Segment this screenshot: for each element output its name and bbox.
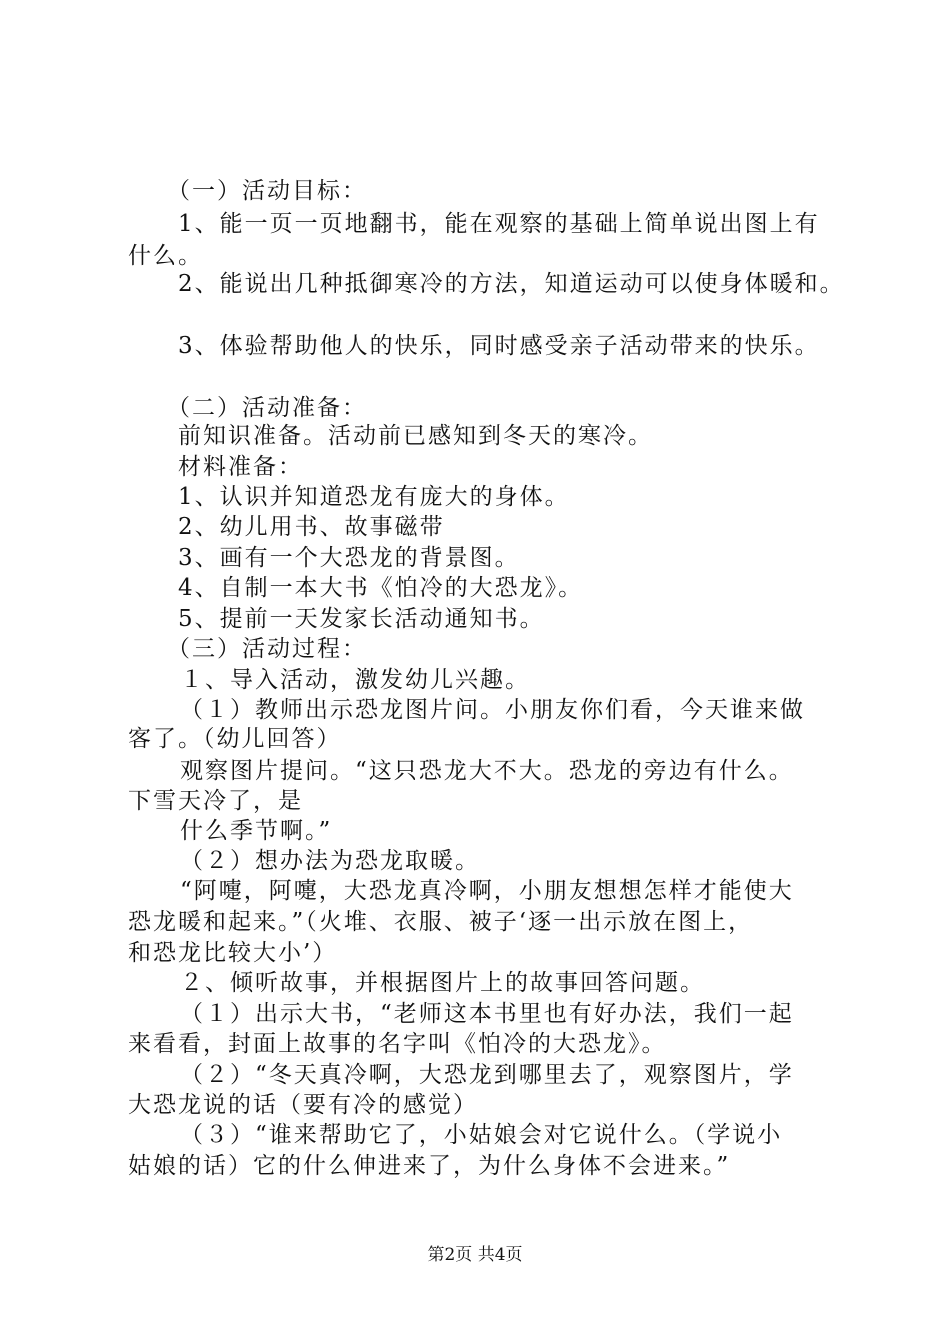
step-1-2: （２）想办法为恐龙取暖。 (180, 848, 480, 874)
step-1-1-line-1: （１）教师出示恐龙图片问。小朋友你们看，今天谁来做 (180, 697, 805, 723)
section-heading-goals: （一）活动目标： (167, 178, 367, 204)
prep-knowledge: 前知识准备。活动前已感知到冬天的寒冷。 (178, 423, 653, 449)
observe-question-line-2: 下雪天冷了，是 (128, 788, 303, 814)
material-3: 3、画有一个大恐龙的背景图。 (178, 545, 520, 571)
achoo-line-2: 恐龙暖和起来。”（火堆、衣服、被子‘逐一出示放在图上， (128, 909, 754, 935)
prep-materials-heading: 材料准备： (178, 454, 303, 480)
step-2-1-line-2: 来看看，封面上故事的名字叫《怕冷的大恐龙》。 (128, 1031, 667, 1057)
goal-3: 3、体验帮助他人的快乐，同时感受亲子活动带来的快乐。 (178, 333, 820, 359)
observe-question-line-3: 什么季节啊。” (180, 818, 333, 844)
step-1-1-line-2: 客了。（幼儿回答） (128, 726, 342, 752)
material-4: 4、自制一本大书《怕冷的大恐龙》。 (178, 575, 584, 601)
page-number-footer: 第2页 共4页 (427, 1245, 523, 1265)
material-2: 2、幼儿用书、故事磁带 (178, 514, 445, 540)
goal-1-line-2: 什么。 (128, 243, 203, 269)
achoo-line-3: 和恐龙比较大小’） (128, 940, 338, 966)
goal-1-line-1: 1、能一页一页地翻书，能在观察的基础上简单说出图上有 (178, 211, 820, 237)
material-1: 1、认识并知道恐龙有庞大的身体。 (178, 484, 570, 510)
step-2-2-line-1: （２）“冬天真冷啊，大恐龙到哪里去了，观察图片，学 (180, 1062, 794, 1088)
step-2-1-line-1: （１）出示大书，“老师这本书里也有好办法，我们一起 (180, 1001, 794, 1027)
step-2-3-line-2: 姑娘的话）它的什么伸进来了，为什么身体不会进来。” (128, 1153, 731, 1179)
achoo-line-1: “阿嚏，阿嚏，大恐龙真冷啊，小朋友想想怎样才能使大 (180, 878, 794, 904)
process-step-2: ２、倾听故事，并根据图片上的故事回答问题。 (180, 970, 705, 996)
section-heading-preparation: （二）活动准备： (167, 395, 367, 421)
section-heading-process: （三）活动过程： (167, 636, 367, 662)
step-2-3-line-1: （３）“谁来帮助它了，小姑娘会对它说什么。（学说小 (180, 1122, 783, 1148)
observe-question-line-1: 观察图片提问。“这只恐龙大不大。恐龙的旁边有什么。 (180, 758, 794, 784)
material-5: 5、提前一天发家长活动通知书。 (178, 606, 545, 632)
step-2-2-line-2: 大恐龙说的话（要有冷的感觉） (128, 1092, 478, 1118)
goal-2: 2、能说出几种抵御寒冷的方法，知道运动可以使身体暖和。 (178, 271, 845, 297)
process-step-1: １、导入活动，激发幼儿兴趣。 (180, 667, 530, 693)
